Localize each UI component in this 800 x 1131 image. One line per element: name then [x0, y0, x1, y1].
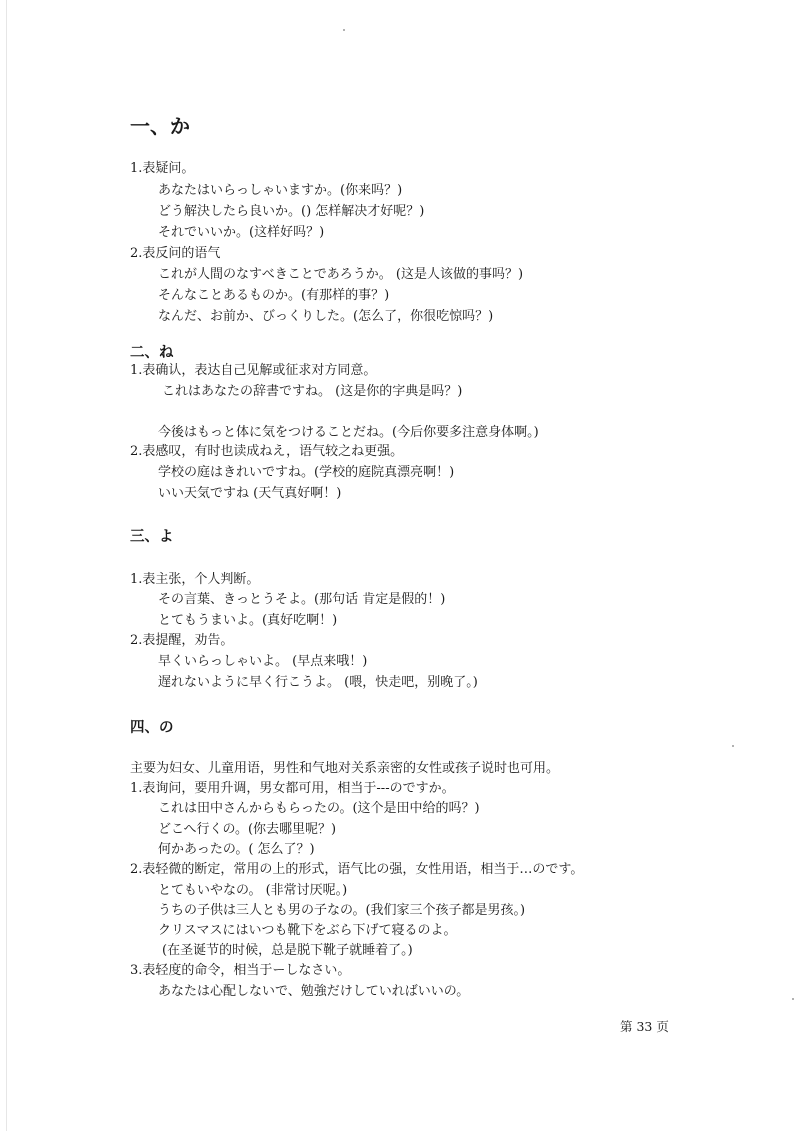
text-line: とてもいやなの。 (非常讨厌呢。) — [158, 883, 348, 898]
text-line: これはあなたの辞書ですね。 (这是你的字典是吗？) — [162, 384, 463, 399]
text-line: 1.表主张，个人判断。 — [130, 572, 260, 587]
text-line: 早くいらっしゃいよ。 (早点来哦！) — [158, 654, 368, 669]
text-line: 学校の庭はきれいですね。(学校的庭院真漂亮啊！) — [158, 465, 455, 480]
text-line: 2.表提醒，劝告。 — [130, 633, 234, 648]
text-line: うちの子供は三人とも男の子なの。(我们家三个孩子都是男孩。) — [158, 903, 526, 918]
section-heading: 三、よ — [130, 529, 174, 545]
text-line: なんだ、お前か、びっくりした。(怎么了，你很吃惊吗？) — [158, 309, 494, 324]
text-line: これは田中さんからもらったの。(这个是田中给的吗？) — [158, 801, 480, 816]
text-line: これが人間のなすべきことであろうか。 (这是人该做的事吗？) — [158, 267, 524, 282]
text-line: いい天気ですね (天气真好啊！) — [158, 486, 342, 501]
text-line: クリスマスにはいつも靴下をぶら下げて寝るのよ。 — [158, 923, 457, 938]
text-line: 1.表询问，要用升调，男女都可用，相当于---のですか。 — [130, 781, 455, 796]
text-line: 2.表反问的语气 — [130, 246, 221, 261]
text-line: あなたはいらっしゃいますか。(你来吗？) — [158, 183, 403, 198]
text-line: あなたは心配しないで、勉強だけしていればいいの。 — [158, 984, 470, 999]
text-line: どこへ行くの。(你去哪里呢？) — [158, 822, 337, 837]
text-line: 1.表疑问。 — [130, 161, 195, 176]
text-line: 3.表轻度的命令，相当于ーしなさい。 — [130, 963, 351, 978]
text-line: (在圣诞节的时候，总是脱下靴子就睡着了。) — [162, 943, 413, 958]
section-heading: 四、の — [130, 720, 174, 736]
text-line: それでいいか。(这样好吗？) — [158, 225, 325, 240]
text-line: その言葉、きっとうそよ。(那句话 肯定是假的！) — [158, 592, 446, 607]
section-heading: 一、か — [130, 114, 190, 138]
text-line: 2.表感叹，有时也读成ねえ，语气较之ね更强。 — [130, 444, 404, 459]
text-line: 主要为妇女、儿童用语，男性和气地对关系亲密的女性或孩子说时也可用。 — [130, 761, 560, 776]
section-heading: 二、ね — [130, 345, 174, 361]
text-line: 1.表确认，表达自己见解或征求对方同意。 — [130, 363, 377, 378]
page-number: 第 33 页 — [620, 1019, 669, 1034]
text-line: 遅れないように早く行こうよ。 (喂，快走吧，别晚了。) — [158, 675, 478, 690]
text-line: 何かあったの。( 怎么了？) — [158, 842, 315, 857]
text-line: 2.表轻微的断定，常用の上的形式，语气比の强，女性用语，相当于…のです。 — [130, 862, 584, 877]
text-line: 今後はもっと体に気をつけることだね。(今后你要多注意身体啊。) — [158, 425, 539, 440]
text-line: そんなことあるものか。(有那样的事？) — [158, 288, 390, 303]
text-line: とてもうまいよ。(真好吃啊！) — [158, 613, 338, 628]
text-line: どう解決したら良いか。() 怎样解决才好呢？) — [158, 204, 425, 219]
